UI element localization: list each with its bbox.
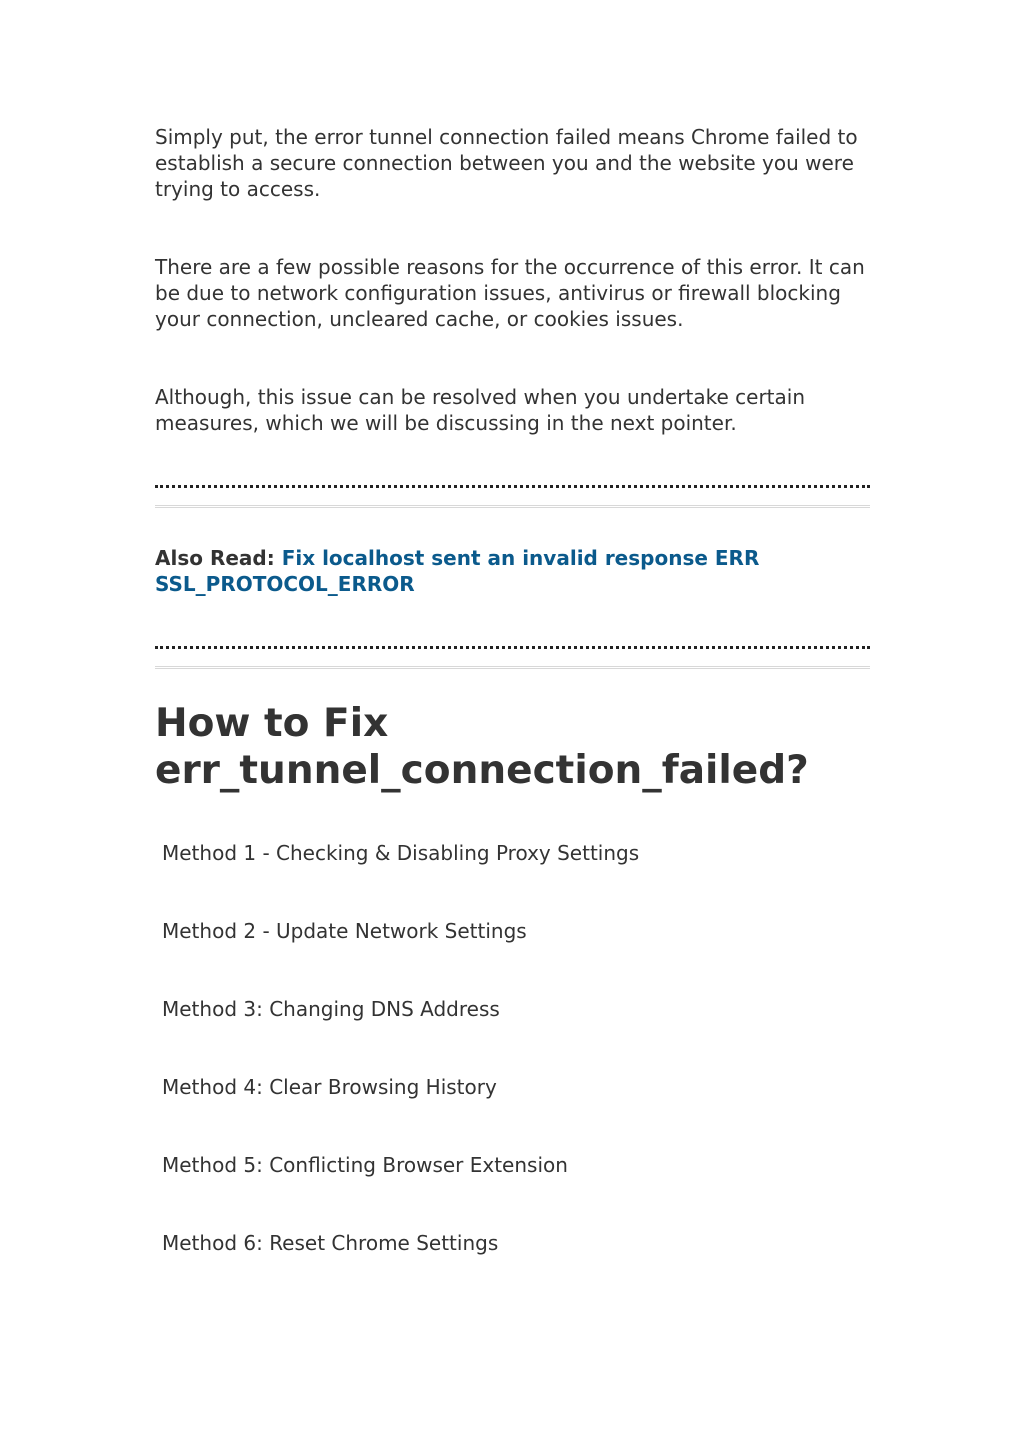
- section-divider: [155, 485, 870, 515]
- method-item: Method 4: Clear Browsing History: [162, 1075, 497, 1099]
- method-item: Method 2 - Update Network Settings: [162, 919, 527, 943]
- double-rule: [155, 505, 870, 508]
- section-divider: [155, 646, 870, 676]
- also-read-label: Also Read:: [155, 546, 275, 570]
- intro-paragraph-1: Simply put, the error tunnel connection failed means Chrome failed to establish a secure connection between you and the website you were trying to access.: [155, 125, 858, 201]
- dotted-rule: [155, 485, 870, 488]
- intro-paragraph-2: There are a few possible reasons for the occurrence of this error. It can be due to network configuration issues, antivirus or firewall blocking your connection, uncleared cache, or cookies issues.: [155, 255, 865, 331]
- intro-paragraph-3: Although, this issue can be resolved when you undertake certain measures, which we will be discussing in the next pointer.: [155, 385, 806, 435]
- method-item: Method 3: Changing DNS Address: [162, 997, 500, 1021]
- method-item: Method 1 - Checking & Disabling Proxy Settings: [162, 841, 640, 865]
- article-content: [155, 124, 870, 1308]
- section-heading: How to Fix err_tunnel_connection_failed?: [155, 701, 809, 793]
- method-item: Method 6: Reset Chrome Settings: [162, 1231, 499, 1255]
- also-read-callout: [155, 545, 870, 597]
- dotted-rule: [155, 646, 870, 649]
- also-read-link[interactable]: Fix localhost sent an invalid response ERR SSL_PROTOCOL_ERROR: [155, 546, 760, 596]
- methods-list: [155, 840, 870, 1256]
- double-rule: [155, 666, 870, 669]
- method-item: Method 5: Conflicting Browser Extension: [162, 1153, 568, 1177]
